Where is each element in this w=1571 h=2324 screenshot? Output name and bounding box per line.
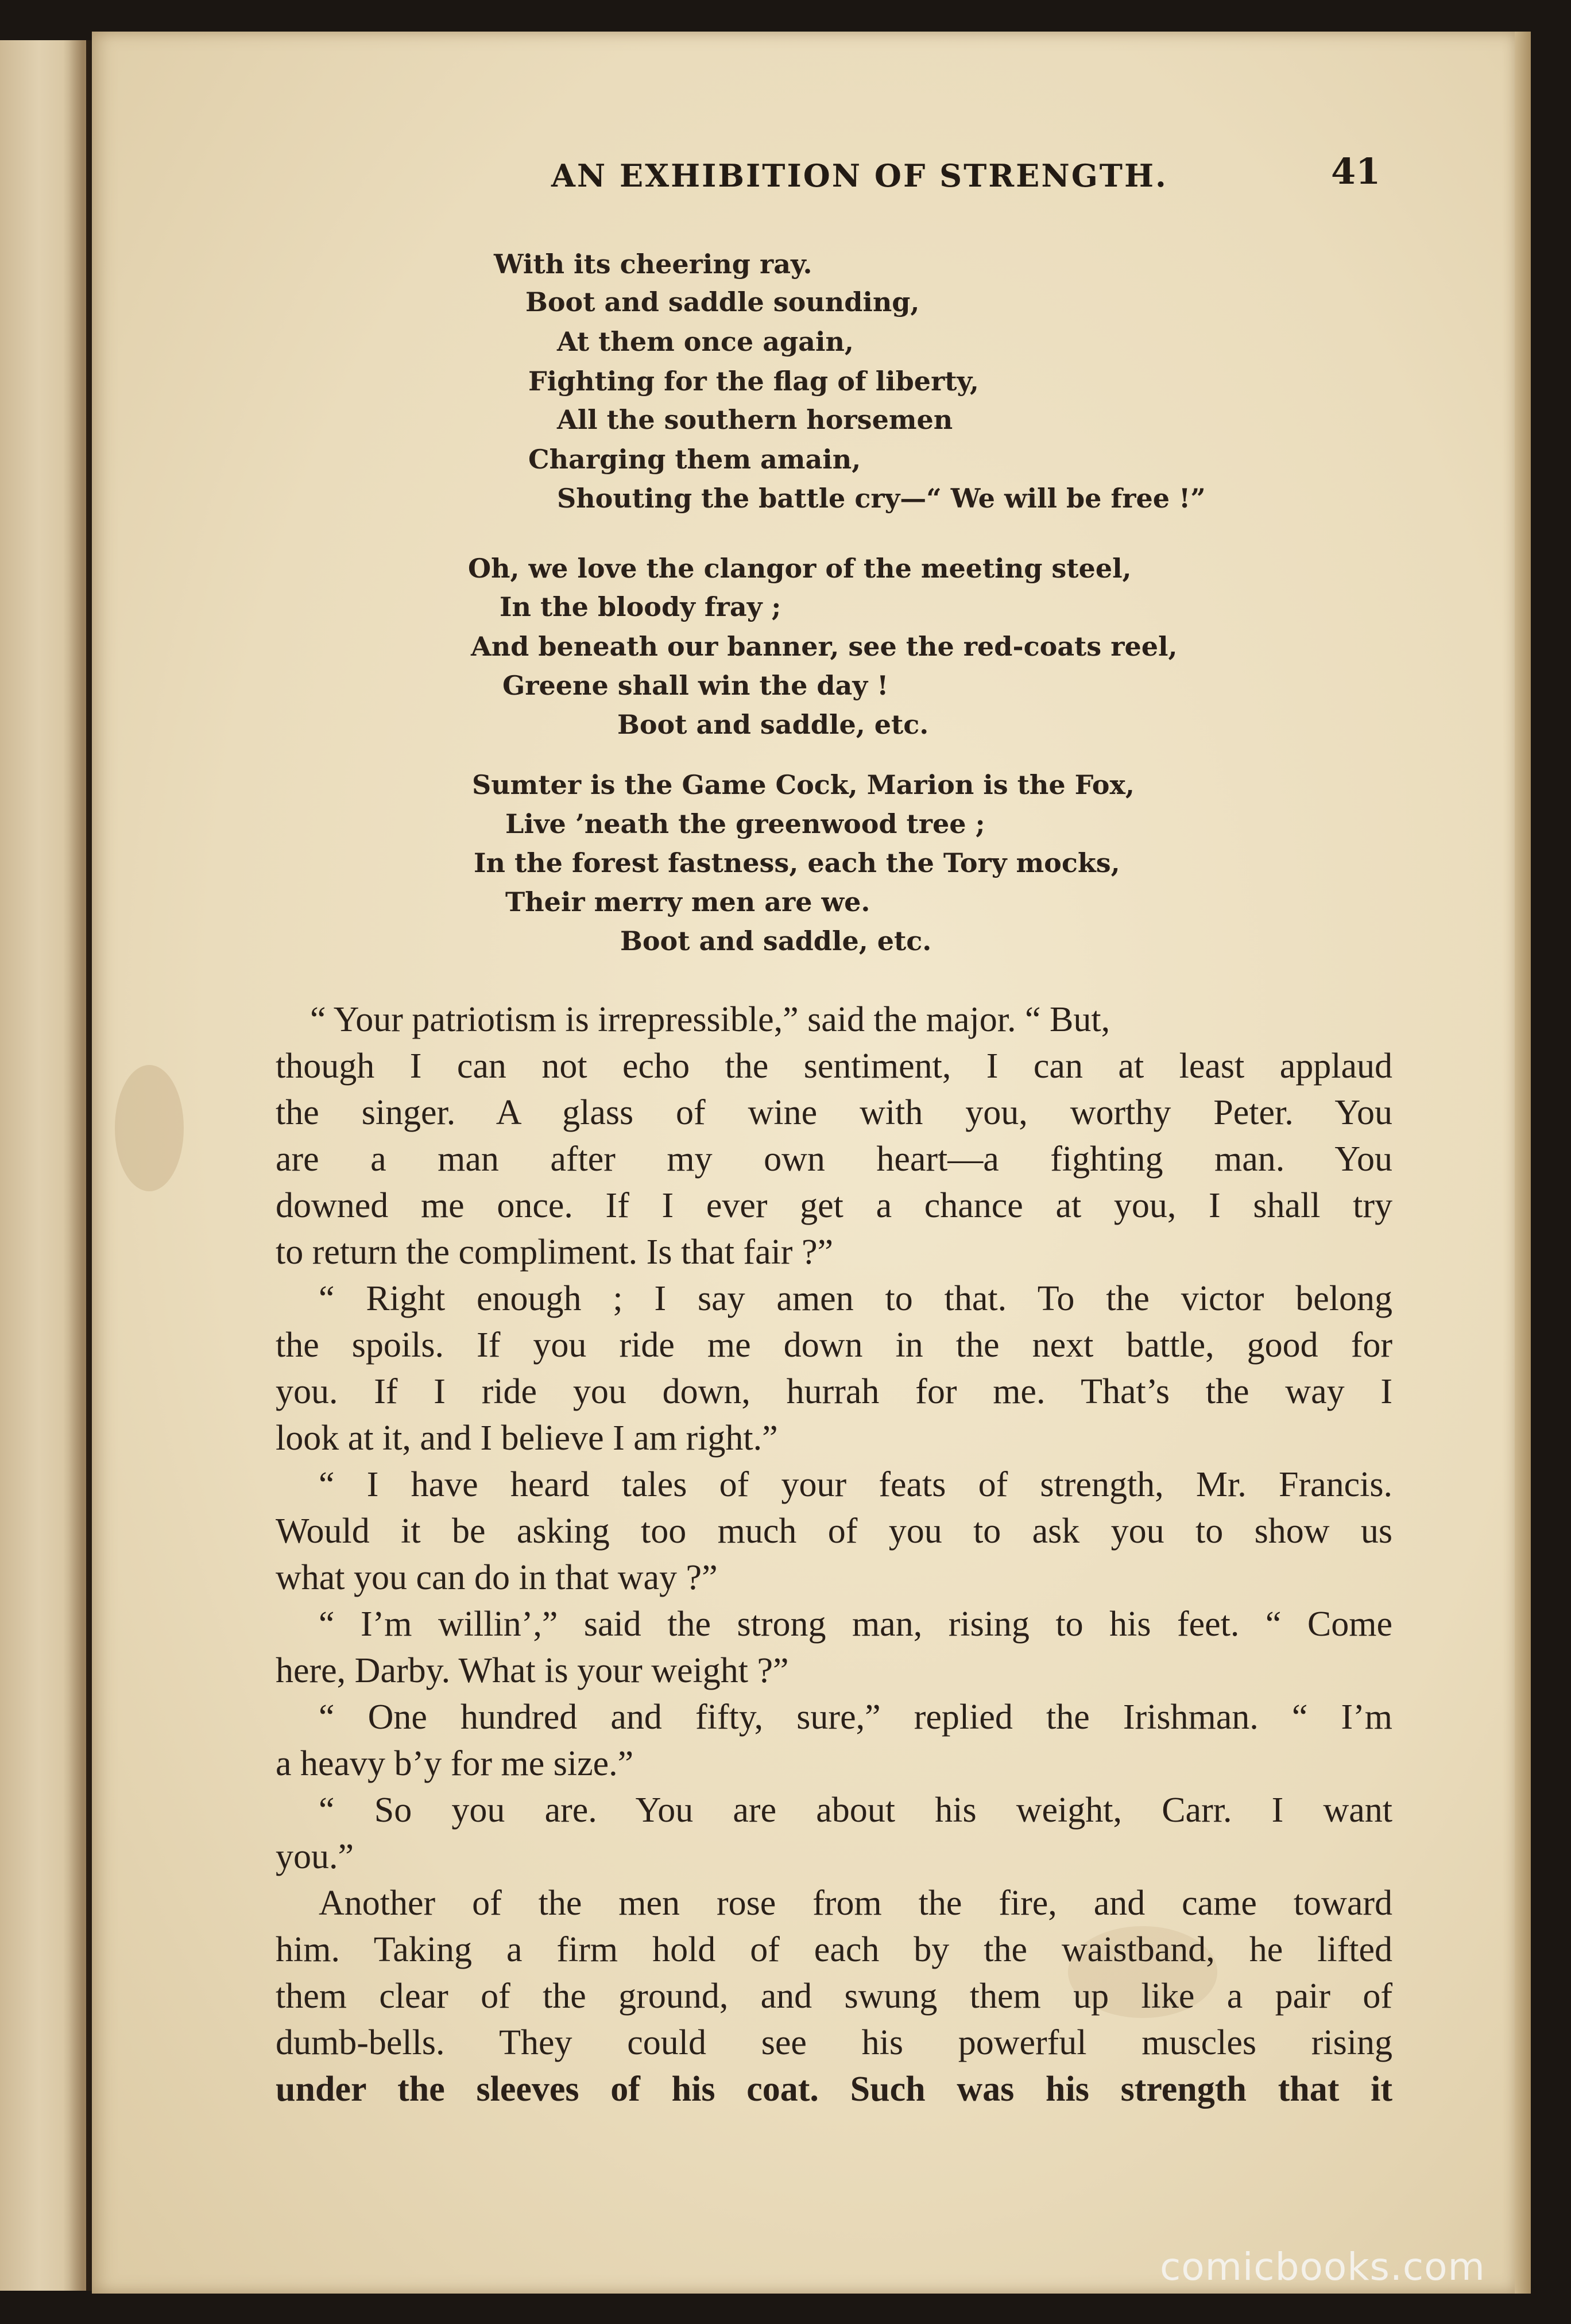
verse-line: Boot and saddle sounding, <box>525 286 920 317</box>
prose-line: “ Your patriotism is irrepressible,” said the major. “ But, <box>310 1000 1110 1039</box>
verse-line: Greene shall win the day ! <box>502 670 889 701</box>
prose-line: though I can not echo the sentiment, I can at least applaud <box>276 1047 1392 1086</box>
prose-line: under the sleeves of his coat. Such was his strength that it <box>276 2070 1392 2109</box>
prose-line: you. If I ride you down, hurrah for me. That’s the way I <box>276 1372 1392 1411</box>
prose-line: dumb-bells. They could see his powerful muscles rising <box>276 2023 1392 2062</box>
verse-line: Their merry men are we. <box>505 886 870 917</box>
verse-line: In the forest fastness, each the Tory mocks, <box>474 847 1120 878</box>
watermark: comicbooks.com <box>1160 2245 1485 2289</box>
prose-line: him. Taking a firm hold of each by the waistband, he lifted <box>276 1930 1392 1969</box>
verse-line: Fighting for the flag of liberty, <box>528 366 979 397</box>
verse-line: Charging them amain, <box>528 444 861 475</box>
prose-line: what you can do in that way ?” <box>276 1558 718 1597</box>
verse-line: And beneath our banner, see the red-coats reel, <box>471 631 1178 662</box>
prose-line: Another of the men rose from the fire, and came toward <box>319 1884 1392 1923</box>
verse-line: Oh, we love the clangor of the meeting steel, <box>468 553 1132 584</box>
verse-line: Shouting the battle cry—“ We will be free !” <box>557 483 1206 514</box>
verse-line: Boot and saddle, etc. <box>617 709 929 740</box>
prose-line: them clear of the ground, and swung them up like a pair of <box>276 1977 1392 2016</box>
verse-line: Boot and saddle, etc. <box>620 925 932 956</box>
verse-line: All the southern horsemen <box>557 404 953 435</box>
prose-line: the singer. A glass of wine with you, worthy Peter. You <box>276 1093 1392 1132</box>
prose-line: a heavy b’y for me size.” <box>276 1744 634 1783</box>
page-fore-edge <box>1515 32 1531 2294</box>
prose-line: look at it, and I believe I am right.” <box>276 1419 778 1458</box>
prose-line: “ So you are. You are about his weight, Carr. I want <box>319 1791 1392 1830</box>
prose-line: “ One hundred and fifty, sure,” replied the Irishman. “ I’m <box>319 1698 1392 1737</box>
verse-line: At them once again, <box>557 326 854 357</box>
paper-stain <box>115 1065 184 1191</box>
prose-line: downed me once. If I ever get a chance at you, I shall try <box>276 1186 1392 1225</box>
running-head: AN EXHIBITION OF STRENGTH. <box>551 157 1168 194</box>
prose-line: “ Right enough ; I say amen to that. To the victor belong <box>319 1279 1392 1318</box>
prose-line: are a man after my own heart—a fighting man. You <box>276 1140 1392 1179</box>
prose-line: Would it be asking too much of you to ask you to show us <box>276 1512 1392 1551</box>
verse-line: Live ’neath the greenwood tree ; <box>505 808 985 839</box>
verse-line: In the bloody fray ; <box>500 591 781 622</box>
verse-line: With its cheering ray. <box>494 249 812 280</box>
page-number: 41 <box>1331 150 1381 192</box>
prose-line: “ I’m willin’,” said the strong man, rising to his feet. “ Come <box>319 1605 1392 1644</box>
prose-line: the spoils. If you ride me down in the next battle, good for <box>276 1326 1392 1365</box>
prose-line: here, Darby. What is your weight ?” <box>276 1651 789 1690</box>
prose-line: to return the compliment. Is that fair ?” <box>276 1233 833 1272</box>
prose-line: “ I have heard tales of your feats of strength, Mr. Francis. <box>319 1465 1392 1504</box>
prose-line: you.” <box>276 1837 354 1876</box>
verse-line: Sumter is the Game Cock, Marion is the Fox, <box>472 769 1135 800</box>
